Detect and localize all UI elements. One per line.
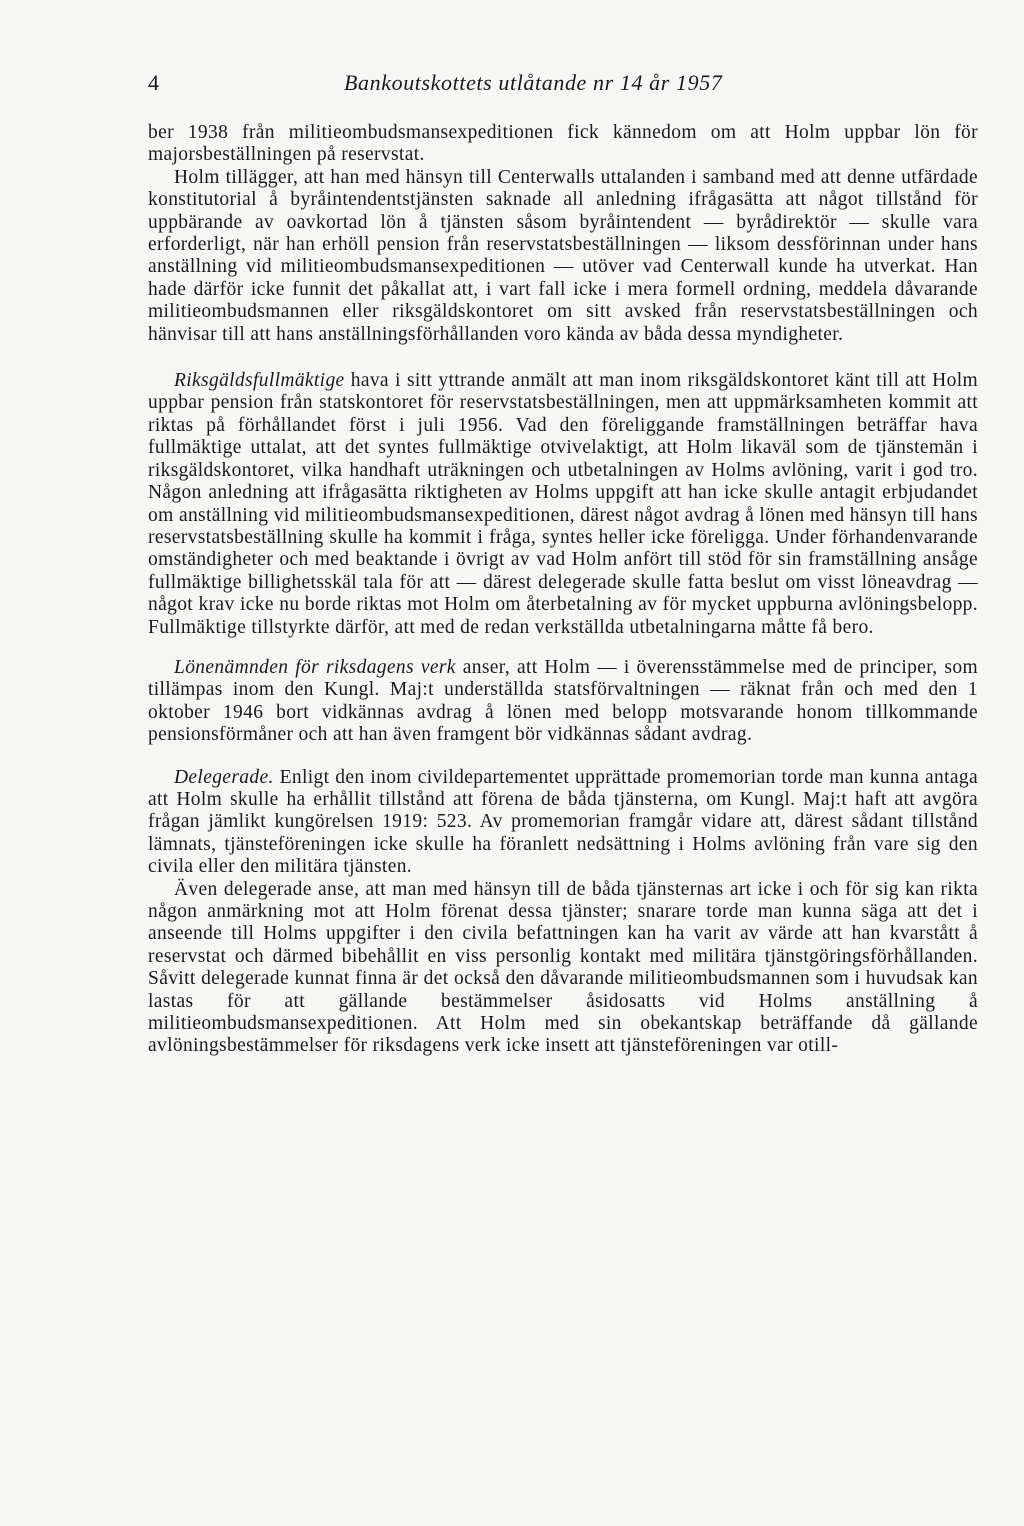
paragraph-text: anser, att Holm — i överensstämmelse med de principer, som tillämpas inom den Kungl. Maj:t underställda statsförvaltningen — räknat från och med den 1 oktober 1946 bort vidkännas avdrag å lönen med belopp motsvarande honom tillkommande pensionsförmåner och att han även framgent bör vidkännas sådant avdrag. xyxy=(148,656,978,746)
paragraph xyxy=(148,657,978,747)
paragraph xyxy=(148,122,978,167)
paragraph-text: ber 1938 från militieombudsmansexpeditionen fick kännedom om att Holm uppbar lön för majorsbeställningen på reservstat. xyxy=(148,122,978,166)
paragraph-lead: Delegerade. xyxy=(174,766,274,788)
paragraph xyxy=(148,767,978,879)
body-text xyxy=(148,122,978,1058)
paragraph xyxy=(148,370,978,639)
paragraph-text: Holm tillägger, att han med hänsyn till Centerwalls uttalanden i samband med att denne utfärdade konstitutorial å byråintendentstjänsten saknade all anledning ifrågasätta att något tillstånd för uppbärande av oavkortad lön å tjänsten såsom byråintendent — byrådirektör — skulle vara erforderligt, när han erhöll pension från reservstatsbeställningen — liksom dessförinnan under hans anställning vid militieombudsmansexpeditionen — utöver vad Centerwall kunde ha utverkat. Han hade därför icke funnit det påkallat att, i vart fall icke i mera formell ordning, meddela dåvarande militieombudsmannen eller riksgäldskontoret om sitt avsked från reservstatsbeställningen och hänvisar till att hans anställningsförhållanden voro kända av båda dessa myndigheter. xyxy=(148,166,978,345)
paragraph-lead: Lönenämnden för riksdagens verk xyxy=(174,656,456,678)
paragraph-lead: Riksgäldsfullmäktige xyxy=(174,370,345,392)
paragraph-text: hava i sitt yttrande anmält att man inom riksgäldskontoret känt till att Holm uppbar pension från statskontoret för reservstatsbeställningen, men att uppmärksamheten kommit att riktas på förhållandet först i juli 1956. Vad den föreliggande framställningen beträffar hava fullmäktige uttalat, att det syntes fullmäktige otvivelaktigt, att Holm likaväl som de tjänstemän i riksgäldskontoret, vilka handhaft uträkningen och utbetalningen av Holms avlöning, varit i god tro. Någon anledning att ifrågasätta riktigheten av Holms uppgift att han icke skulle antagit erbjudandet om anställning vid militieombudsmansexpeditionen, därest något avdrag å lönen med hänsyn till hans reservstatsbeställning skulle ha kommit i fråga, syntes heller icke föreligga. Under förhandenvarande omständigheter och med beaktande i övrigt av vad Holm anfört till stöd för sin framställning ansåge fullmäktige billighetsskäl tala för att — därest delegerade skulle fatta beslut om visst löneavdrag — något krav icke nu borde riktas mot Holm om återbetalning av för mycket uppburna avlöningsbelopp. Fullmäktige tillstyrkte därför, att med de redan verkställda utbetalningarna måtte få bero. xyxy=(148,370,978,638)
page-header xyxy=(148,70,858,106)
page-number: 4 xyxy=(148,70,159,95)
running-title: Bankoutskottets utlåtande nr 14 år 1957 xyxy=(344,70,723,95)
paragraph-text: Enligt den inom civildepartementet upprättade promemorian torde man kunna antaga att Holm skulle ha erhållit tillstånd att förena de båda tjänsterna, om Kungl. Maj:t haft att avgöra frågan jämlikt kungörelsen 1919: 523. Av promemorian framgår vidare att, därest sådant tillstånd lämnats, tjänsteföreningen icke skulle ha föranlett nedsättning i Holms avlöning från vare sig den civila eller den militära tjänsten. xyxy=(148,766,978,878)
paragraph xyxy=(148,879,978,1058)
paragraph xyxy=(148,167,978,346)
paragraph-text: Även delegerade anse, att man med hänsyn till de båda tjänsternas art icke i och för sig kan rikta någon anmärkning mot att Holm förenat dessa tjänster; snarare torde man kunna säga att det i anseende till Holms uppgifter i den civila befattningen kan ha varit av värde att han kvarstått å reservstat och därmed bibehållit en viss personlig kontakt med militära tjänstgöringsförhållanden. Såvitt delegerade kunnat finna är det också den dåvarande militieombudsmannen som i huvudsak kan lastas för att gällande bestämmelser åsidosatts vid Holms anställning å militieombudsmansexpeditionen. Att Holm med sin obekantskap beträffande då gällande avlöningsbestämmelser för riksdagens verk icke insett att tjänsteföreningen var otill- xyxy=(148,878,978,1057)
